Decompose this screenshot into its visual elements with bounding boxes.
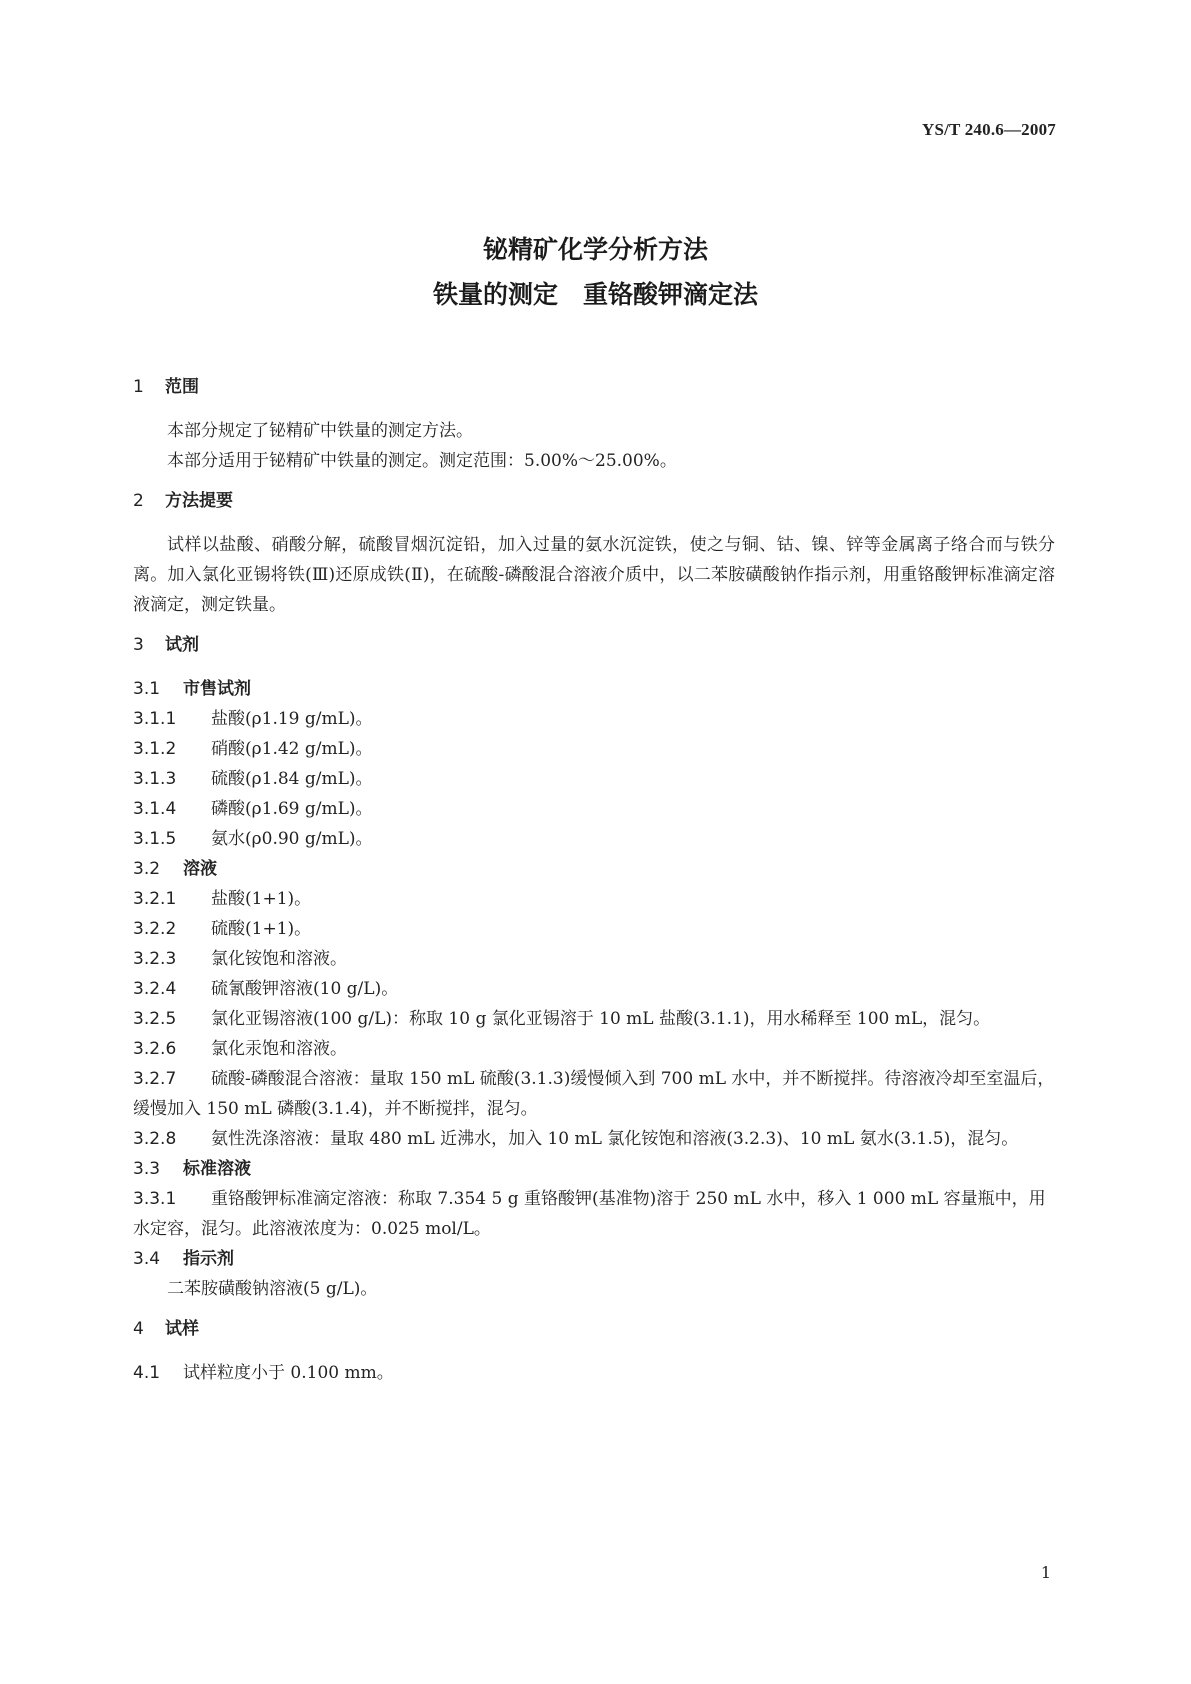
item-number: 3.2.8 xyxy=(133,1129,177,1149)
list-item xyxy=(133,824,1055,854)
subsection-number: 3.3 xyxy=(133,1159,161,1179)
item-text: 试样粒度小于 0.100 mm。 xyxy=(183,1363,394,1383)
list-item xyxy=(133,1124,1055,1154)
item-text: 氨水(ρ0.90 g/mL)。 xyxy=(211,829,373,849)
item-number: 3.2.4 xyxy=(133,979,177,999)
list-item xyxy=(133,1358,1055,1388)
list-item xyxy=(133,1034,1055,1064)
item-text: 氨性洗涤溶液：量取 480 mL 近沸水，加入 10 mL 氯化铵饱和溶液(3.2.3)、10 mL 氨水(3.1.5)，混匀。 xyxy=(211,1129,1019,1149)
subsection-heading xyxy=(133,1244,1055,1274)
list-item xyxy=(133,884,1055,914)
section-number: 4 xyxy=(133,1319,144,1339)
item-text: 氯化铵饱和溶液。 xyxy=(211,949,347,969)
item-number: 3.2.3 xyxy=(133,949,177,969)
item-number: 3.2.5 xyxy=(133,1009,177,1029)
list-item xyxy=(133,914,1055,944)
paragraph: 本部分适用于铋精矿中铁量的测定。测定范围：5.00%～25.00%。 xyxy=(167,451,677,471)
list-item xyxy=(133,764,1055,794)
section-title: 方法提要 xyxy=(165,491,233,511)
item-text: 硝酸(ρ1.42 g/mL)。 xyxy=(211,739,373,759)
subsection-heading xyxy=(133,854,1055,884)
item-text: 硫酸-磷酸混合溶液：量取 150 mL 硫酸(3.1.3)缓慢倾入到 700 mL 水中，并不断搅拌。待溶液冷却至室温后，缓慢加入 150 mL 磷酸(3.1.4)，并不断搅拌，混匀。 xyxy=(133,1069,1055,1119)
item-text: 重铬酸钾标准滴定溶液：称取 7.354 5 g 重铬酸钾(基准物)溶于 250 mL 水中，移入 1 000 mL 容量瓶中，用水定容，混匀。此溶液浓度为：0.025 mol/L。 xyxy=(133,1189,1046,1239)
item-number: 3.2.7 xyxy=(133,1069,177,1089)
item-text: 磷酸(ρ1.69 g/mL)。 xyxy=(211,799,373,819)
list-item xyxy=(133,734,1055,764)
subsection-number: 3.4 xyxy=(133,1249,161,1269)
item-number: 3.1.1 xyxy=(133,709,177,729)
section-heading xyxy=(133,1314,1055,1344)
paragraph: 二苯胺磺酸钠溶液(5 g/L)。 xyxy=(167,1279,378,1299)
item-number: 3.1.2 xyxy=(133,739,177,759)
subsection-title: 溶液 xyxy=(183,859,217,879)
subsection-number: 3.1 xyxy=(133,679,161,699)
item-number: 3.2.1 xyxy=(133,889,177,909)
section-title: 试样 xyxy=(165,1319,199,1339)
list-item xyxy=(133,1004,1055,1034)
section-heading xyxy=(133,630,1055,660)
item-text: 硫酸(ρ1.84 g/mL)。 xyxy=(211,769,373,789)
list-item xyxy=(133,1064,1055,1124)
list-item xyxy=(133,944,1055,974)
list-item xyxy=(133,974,1055,1004)
item-text: 氯化亚锡溶液(100 g/L)：称取 10 g 氯化亚锡溶于 10 mL 盐酸(3.1.1)，用水稀释至 100 mL，混匀。 xyxy=(211,1009,991,1029)
item-text: 盐酸(ρ1.19 g/mL)。 xyxy=(211,709,373,729)
document-title: 铋精矿化学分析方法 xyxy=(482,235,708,264)
subsection-heading xyxy=(133,674,1055,704)
item-text: 氯化汞饱和溶液。 xyxy=(211,1039,347,1059)
item-number: 3.2.6 xyxy=(133,1039,177,1059)
document-subtitle: 铁量的测定 重铬酸钾滴定法 xyxy=(432,280,758,309)
item-text: 盐酸(1+1)。 xyxy=(211,889,312,909)
list-item xyxy=(133,794,1055,824)
section-heading xyxy=(133,372,1055,402)
document-body xyxy=(133,372,1055,1388)
list-item xyxy=(133,1184,1055,1244)
section-number: 3 xyxy=(133,635,144,655)
standard-code: YS/T 240.6—2007 xyxy=(922,120,1056,139)
item-number: 3.1.3 xyxy=(133,769,177,789)
section-title: 范围 xyxy=(165,377,199,397)
subsection-number: 3.2 xyxy=(133,859,161,879)
item-number: 3.1.5 xyxy=(133,829,177,849)
paragraph: 本部分规定了铋精矿中铁量的测定方法。 xyxy=(167,421,473,441)
subsection-title: 标准溶液 xyxy=(183,1159,251,1179)
subsection-title: 指示剂 xyxy=(183,1249,234,1269)
item-number: 3.1.4 xyxy=(133,799,177,819)
page-number: 1 xyxy=(1040,1563,1051,1582)
item-text: 硫酸(1+1)。 xyxy=(211,919,312,939)
section-number: 2 xyxy=(133,491,144,511)
section-number: 1 xyxy=(133,377,144,397)
item-text: 硫氰酸钾溶液(10 g/L)。 xyxy=(211,979,399,999)
item-number: 4.1 xyxy=(133,1363,161,1383)
paragraph: 试样以盐酸、硝酸分解，硫酸冒烟沉淀铅，加入过量的氨水沉淀铁，使之与铜、钴、镍、锌等金属离子络合而与铁分离。加入氯化亚锡将铁(Ⅲ)还原成铁(Ⅱ)，在硫酸-磷酸混合溶液介质中，以二苯胺磺酸钠作指示剂，用重铬酸钾标准滴定溶液滴定，测定铁量。 xyxy=(133,535,1055,615)
item-number: 3.2.2 xyxy=(133,919,177,939)
subsection-title: 市售试剂 xyxy=(183,679,251,699)
section-heading xyxy=(133,486,1055,516)
subsection-heading xyxy=(133,1154,1055,1184)
item-number: 3.3.1 xyxy=(133,1189,177,1209)
list-item xyxy=(133,704,1055,734)
section-title: 试剂 xyxy=(165,635,199,655)
